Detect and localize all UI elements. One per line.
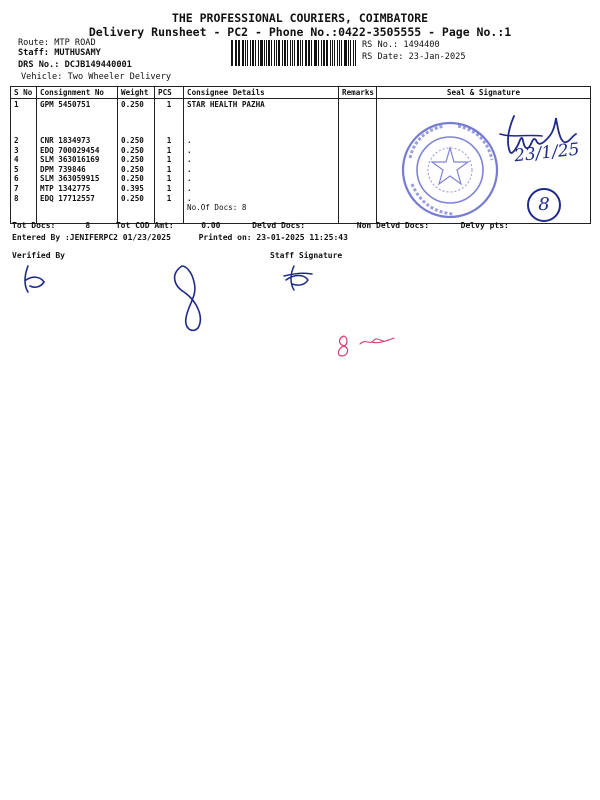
row-sno: 1 xyxy=(14,100,19,109)
row-weight: 0.250 xyxy=(121,136,144,145)
barcode-bar xyxy=(334,40,336,66)
barcode-bar xyxy=(350,40,351,66)
entered-line xyxy=(12,233,348,242)
staff-line xyxy=(18,48,101,58)
row-consignee: . xyxy=(187,164,192,174)
barcode-bar xyxy=(252,40,254,66)
printed-on: Printed on: 23-01-2025 11:25:43 xyxy=(198,233,348,242)
barcode-bar xyxy=(302,40,303,66)
staff-signature-graphic xyxy=(282,262,316,294)
barcode-bar xyxy=(247,40,248,66)
verifier-signature-graphic xyxy=(20,262,50,296)
tot-docs-label: Tot Docs: xyxy=(12,221,56,230)
remarks-cell xyxy=(339,99,377,224)
row-pcs: 1 xyxy=(166,136,172,145)
col-header-pcs: PCS xyxy=(155,87,184,99)
tot-cod-label: Tot COD Amt: xyxy=(115,221,174,230)
barcode-bar xyxy=(231,40,233,66)
drs-label: DRS No.: xyxy=(18,60,60,70)
row-consignment: EDQ 17712557 xyxy=(40,193,95,203)
barcode-bar xyxy=(339,40,340,66)
barcode-bar xyxy=(276,40,278,66)
barcode-bar xyxy=(284,40,286,66)
barcode-bar xyxy=(268,40,270,66)
barcode-bar xyxy=(290,40,291,66)
rs-date-value: 23-Jan-2025 xyxy=(408,52,466,62)
barcode-bar xyxy=(308,40,310,66)
red-pen-mark xyxy=(334,332,398,360)
barcode-bar xyxy=(344,40,346,66)
row-weight: 0.250 xyxy=(121,193,144,203)
row-pcs: 1 xyxy=(166,183,172,193)
drs-line xyxy=(18,60,132,70)
rs-no-value: 1494400 xyxy=(403,40,440,50)
route-value: MTP ROAD xyxy=(54,38,96,48)
barcode-bar xyxy=(242,40,244,66)
row-consignment: EDQ 700029454 xyxy=(40,145,100,155)
col-header-sno: S No xyxy=(11,87,37,99)
row-weight: 0.250 xyxy=(121,174,144,184)
barcode-bar xyxy=(311,40,312,66)
barcode-bar xyxy=(341,40,343,66)
table-header-row xyxy=(11,87,591,99)
row-pcs: 1 xyxy=(166,164,172,174)
col-header-consignee: Consignee Details xyxy=(184,87,339,99)
barcode-bar xyxy=(260,40,262,66)
barcode-bar xyxy=(238,40,240,66)
staff-label: Staff: xyxy=(18,48,50,58)
row-consignee: . xyxy=(187,145,192,155)
row-consignee: . xyxy=(187,183,192,193)
barcode-bar xyxy=(353,40,355,66)
row-sno: 4 xyxy=(14,155,19,165)
delvy-pts-label: Delvy pts: xyxy=(460,221,509,230)
non-delvd-docs-label: Non Delvd Docs: xyxy=(356,221,430,230)
route-line xyxy=(18,38,96,48)
row-weight: 0.250 xyxy=(121,145,144,155)
row-weight: 0.395 xyxy=(121,183,144,193)
no-of-docs: No.Of Docs: 8 xyxy=(187,203,247,213)
row-sno: 2 xyxy=(14,136,19,145)
barcode-bar xyxy=(326,40,328,66)
rs-no-line xyxy=(362,40,440,50)
handwritten-eight xyxy=(168,262,214,334)
weight-cell xyxy=(118,99,155,224)
summary-line xyxy=(12,221,509,230)
tot-cod-value: 0.00 xyxy=(201,221,221,230)
staff-signature xyxy=(282,262,316,294)
barcode-bar xyxy=(292,40,294,66)
row-sno: 7 xyxy=(14,183,19,193)
row-consignment: SLM 363059915 xyxy=(40,174,100,184)
barcode-bar xyxy=(258,40,259,66)
barcode-bar xyxy=(315,40,317,66)
barcode-bar xyxy=(355,40,356,66)
rs-date-label: RS Date: xyxy=(362,52,404,62)
barcode-bar xyxy=(264,40,265,66)
row-consignee: . xyxy=(187,193,192,203)
col-header-seal: Seal & Signature xyxy=(377,87,591,99)
barcode-bar xyxy=(297,40,299,66)
barcode-bar xyxy=(271,40,272,66)
verifier-signature xyxy=(20,262,50,296)
runsheet-subtitle: Delivery Runsheet - PC2 - Phone No.:0422-3505555 - Page No.:1 xyxy=(88,25,512,39)
barcode-bar xyxy=(323,40,325,66)
rs-date-line xyxy=(362,52,466,62)
seal-stamp-graphic xyxy=(398,118,502,222)
row-pcs: 1 xyxy=(166,193,172,203)
barcode-bar xyxy=(305,40,307,66)
barcode-bar xyxy=(318,40,319,66)
barcode-bar xyxy=(255,40,257,66)
row-sno: 8 xyxy=(14,193,19,203)
row-consignment: CNR 1834973 xyxy=(40,136,91,145)
row-sno: 6 xyxy=(14,174,19,184)
row-consignment: SLM 363016169 xyxy=(40,155,100,165)
barcode-bar xyxy=(245,40,246,66)
col-header-consignment: Consignment No xyxy=(37,87,118,99)
barcode-bar xyxy=(278,40,280,66)
consignee-cell xyxy=(184,99,339,224)
vehicle-label: Vehicle: xyxy=(21,72,63,82)
row-weight: 0.250 xyxy=(121,100,144,109)
sno-cell xyxy=(11,99,37,224)
col-header-remarks: Remarks xyxy=(339,87,377,99)
barcode-bar xyxy=(274,40,275,66)
row-consignee: . xyxy=(187,155,192,165)
row-pcs: 1 xyxy=(166,100,172,109)
entered-by: Entered By :JENIFERPC2 01/23/2025 xyxy=(12,233,171,242)
row-weight: 0.250 xyxy=(121,155,144,165)
barcode-bar xyxy=(250,40,251,66)
row-consignee: STAR HEALTH PAZHA xyxy=(187,100,265,109)
barcode-bar xyxy=(235,40,236,66)
barcode-bar xyxy=(300,40,301,66)
barcode-bar xyxy=(282,40,283,66)
row-weight: 0.250 xyxy=(121,164,144,174)
barcode xyxy=(231,40,357,66)
row-pcs: 1 xyxy=(166,155,172,165)
row-consignment: GPM 5450751 xyxy=(40,100,91,109)
barcode-bar xyxy=(266,40,267,66)
row-consignment: DPM 739846 xyxy=(40,164,86,174)
barcode-bar xyxy=(337,40,338,66)
row-pcs: 1 xyxy=(166,174,172,184)
handwritten-eight-graphic xyxy=(168,262,214,334)
row-consignment: MTP 1342775 xyxy=(40,183,91,193)
delvd-docs-label: Delvd Docs: xyxy=(252,221,306,230)
tot-docs-value: 8 xyxy=(85,221,91,230)
company-title: THE PROFESSIONAL COURIERS, COIMBATORE xyxy=(171,11,429,25)
verified-by-label: Verified By xyxy=(12,251,65,260)
rs-no-label: RS No.: xyxy=(362,40,399,50)
barcode-bar xyxy=(236,40,237,66)
barcode-bar xyxy=(287,40,288,66)
route-label: Route: xyxy=(18,38,50,48)
row-pcs: 1 xyxy=(166,145,172,155)
staff-value: MUTHUSAMY xyxy=(54,48,101,58)
row-sno: 3 xyxy=(14,145,19,155)
vehicle-line xyxy=(21,72,171,82)
handwritten-count: 8 xyxy=(527,188,561,222)
barcode-bar xyxy=(332,40,333,66)
barcode-bar xyxy=(321,40,322,66)
pcs-cell xyxy=(155,99,184,224)
drs-value: DCJB149440001 xyxy=(64,60,132,70)
handwritten-date: 23/1/25 xyxy=(513,139,581,167)
barcode-bar xyxy=(314,40,315,66)
barcode-bar xyxy=(348,40,349,66)
barcode-bar xyxy=(294,40,295,66)
col-header-weight: Weight xyxy=(118,87,155,99)
row-sno: 5 xyxy=(14,164,19,174)
company-seal xyxy=(398,118,502,222)
row-consignee: . xyxy=(187,136,192,145)
row-consignee: . xyxy=(187,174,192,184)
staff-signature-label: Staff Signature xyxy=(270,251,343,260)
consignment-cell xyxy=(37,99,118,224)
red-pen-mark-graphic xyxy=(334,332,398,360)
barcode-bar xyxy=(330,40,331,66)
vehicle-value: Two Wheeler Delivery xyxy=(67,72,172,82)
